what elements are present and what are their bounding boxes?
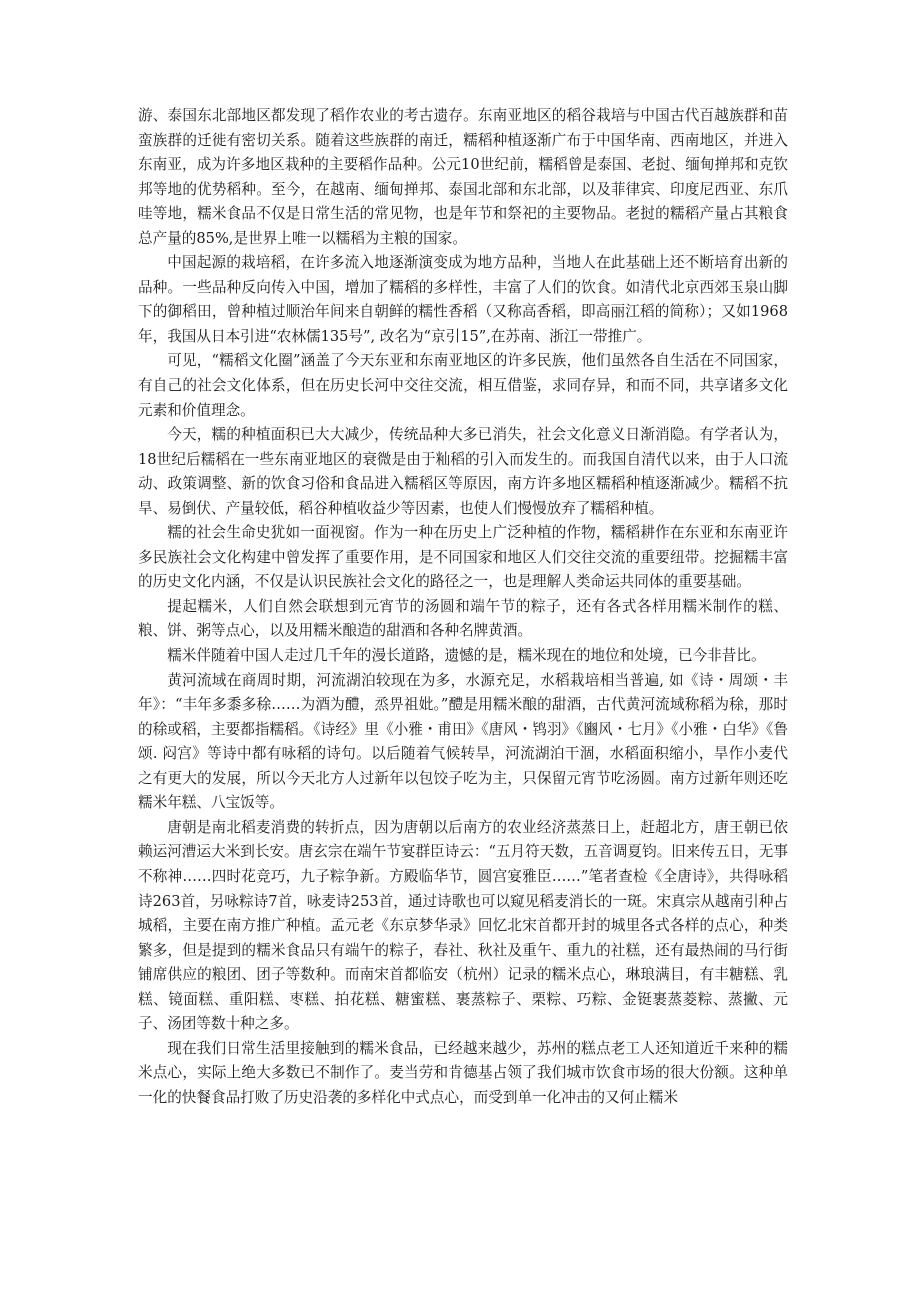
paragraph-10: 现在我们日常生活里接触到的糯米食品，已经越来越少，苏州的糕点老工人还知道近千来种的糯米点心，实际上绝大多数已不制作了。麦当劳和肯德基占领了我们城市饮食市场的很大份额。这种单一化的快餐食品打败了历史沿袭的多样化中式点心，而受到单一化冲击的又何止糯米 bbox=[138, 1039, 788, 1106]
paragraph-4: 今天，糯的种植面积已大大减少，传统品种大多已消失，社会文化意义日渐消隐。有学者认为，18世纪后糯稻在一些东南亚地区的衰微是由于籼稻的引入而发生的。而我国自清代以来，由于人口流动、政策调整、新的饮食习俗和食品进入糯稻区等原因，南方许多地区糯稻种植逐渐减少。糯稻不抗旱、易倒伏、产量较低，稻谷种植收益少等因素，也使人们慢慢放弃了糯稻种植。 bbox=[138, 426, 788, 517]
paragraph-6: 提起糯米，人们自然会联想到元宵节的汤圆和端午节的粽子，还有各式各样用糯米制作的糕、粮、饼、粥等点心，以及用糯米酿造的甜酒和各种名牌黄酒。 bbox=[138, 597, 788, 640]
paragraph-2: 中国起源的栽培稻，在许多流入地逐渐演变成为地方品种，当地人在此基础上还不断培育出新的品种。一些品种反向传入中国，增加了糯稻的多样性，丰富了人们的饮食。如清代北京西郊玉泉山脚下的御稻田，曾种植过顺治年间来自朝鲜的糯性香稻（又称高香稻，即高丽江稻的简称）；又如1968年，我国从日本引进“农林儒135号”, 改名为“京引15”,在苏南、浙江一带推广。 bbox=[138, 254, 788, 345]
paragraph-9: 唐朝是南北稻麦消费的转折点，因为唐朝以后南方的农业经济蒸蒸日上，赶超北方，唐王朝已依赖运河漕运大米到长安。唐玄宗在端午节宴群臣诗云：“五月符天数，五音调夏钧。旧来传五日，无事不称神……四时花竞巧，九子粽争新。方殿临华节，圆宫宴雅臣……”笔者查检《全唐诗》，共得咏稻诗263首，另咏粽诗7首，咏麦诗253首，通过诗歌也可以窥见稻麦消长的一斑。宋真宗从越南引种占城稻，主要在南方推广种植。孟元老《东京梦华录》回忆北宋首都开封的城里各式各样的点心，种类繁多，但是提到的糯米食品只有端午的粽子，春社、秋社及重午、重九的社糕，还有最热闹的马行街铺席供应的粮团、团子等数种。而南宋首都临安（杭州）记录的糯米点心，琳琅满目，有丰糖糕、乳糕、镜面糕、重阳糕、枣糕、拍花糕、糖蜜糕、裹蒸粽子、栗粽、巧粽、金铤裹蒸菱粽、蒸撇、元子、汤团等数十种之多。 bbox=[138, 818, 788, 1033]
paragraph-8: 黄河流域在商周时期，河流湖泊较现在为多，水源充足，水稻栽培相当普遍, 如《诗・周颂・丰年》：“丰年多黍多稌……为酒为醴，烝畀祖妣。”醴是用糯米酿的甜酒，古代黄河流域称稻为稌，那时的稌或稻，主要都指糯稻。《诗经》里《小雅・甫田》《唐风・鸨羽》《豳风・七月》《小雅・白华》《鲁颂. 闷宫》等诗中都有咏稻的诗句。以后随着气候转旱，河流湖泊干涸，水稻面积缩小，旱作小麦代之有更大的发展，所以今天北方人过新年以包饺子吃为主，只保留元宵节吃汤圆。南方过新年则还吃糯米年糕、八宝饭等。 bbox=[138, 671, 788, 812]
paragraph-5: 糯的社会生命史犹如一面视窗。作为一种在历史上广泛种植的作物，糯稻耕作在东亚和东南亚许多民族社会文化构建中曾发挥了重要作用，是不同国家和地区人们交往交流的重要纽带。挖掘糯丰富的历史文化内涵，不仅是认识民族社会文化的路径之一，也是理解人类命运共同体的重要基础。 bbox=[138, 524, 788, 591]
document-body bbox=[138, 104, 788, 1110]
paragraph-1: 游、泰国东北部地区都发现了稻作农业的考古遗存。东南亚地区的稻谷栽培与中国古代百越族群和苗蛮族群的迁徙有密切关系。随着这些族群的南迁，糯稻种植逐渐广布于中国华南、西南地区，并进入东南亚，成为许多地区栽种的主要稻作品种。公元10世纪前，糯稻曾是泰国、老挝、缅甸掸邦和克钦邦等地的优势稻种。至今，在越南、缅甸掸邦、泰国北部和东北部，以及菲律宾、印度尼西亚、东爪哇等地，糯米食品不仅是日常生活的常见物，也是年节和祭祀的主要物品。老挝的糯稻产量占其粮食总产量的85%,是世界上唯一以糯稻为主粮的国家。 bbox=[138, 107, 788, 247]
paragraph-7: 糯米伴随着中国人走过几千年的漫长道路，遗憾的是，糯米现在的地位和处境，已今非昔比。 bbox=[167, 647, 766, 665]
paragraph-3: 可见，“糯稻文化圈”涵盖了今天东亚和东南亚地区的许多民族，他们虽然各自生活在不同国家，有自己的社会文化体系，但在历史长河中交往交流，相互借鉴，求同存异，和而不同，共享诸多文化元素和价值理念。 bbox=[138, 352, 788, 419]
